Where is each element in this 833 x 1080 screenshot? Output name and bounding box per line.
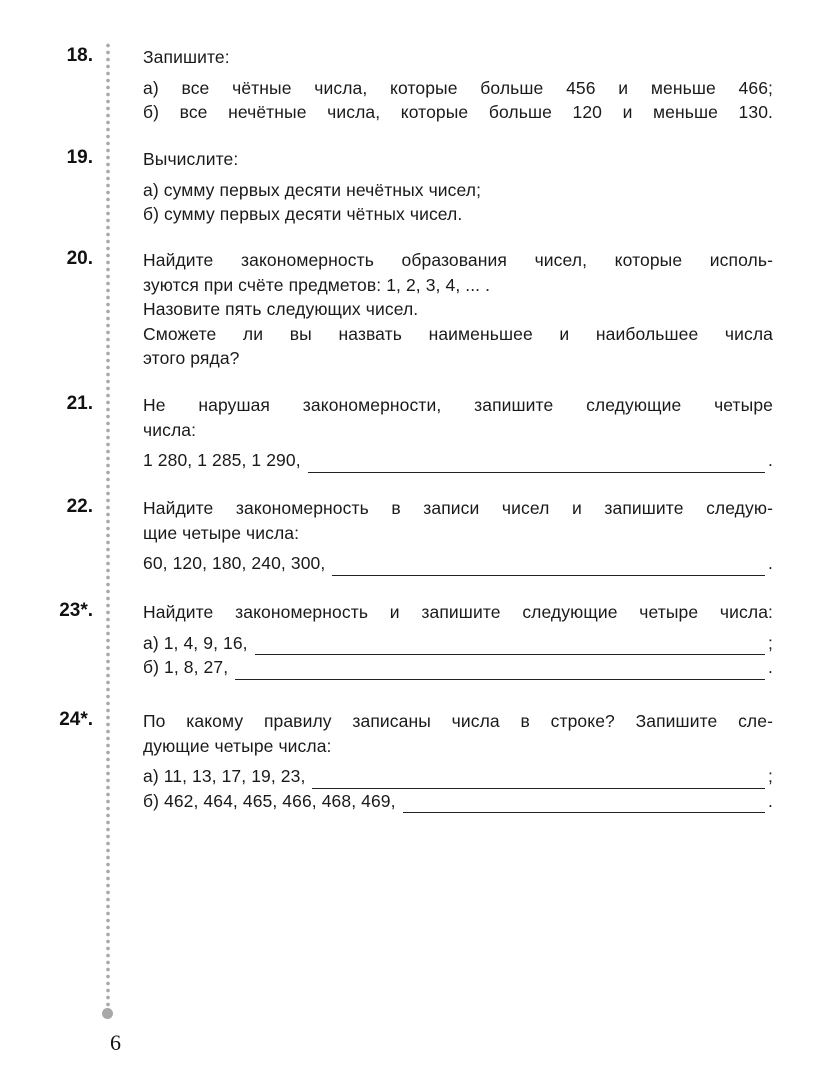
task-line: зуются при счёте предметов: 1, 2, 3, 4, ... . <box>143 274 491 295</box>
task-line: а) все чётные числа, которые больше 456 и меньше 466; <box>143 77 773 98</box>
answer-end-mark: ; <box>768 766 773 786</box>
task-line: Сможете ли вы назвать наименьшее и наибольшее числа <box>143 323 773 344</box>
sequence-given: б) 1, 8, 27, <box>143 657 229 677</box>
task-number: 24*. <box>59 709 93 730</box>
dotted-margin-line <box>104 42 112 1012</box>
answer-end-mark: . <box>768 790 773 811</box>
task-line: б) все нечётные числа, которые больше 120 и меньше 130. <box>143 102 773 122</box>
sequence-given: а) 11, 13, 17, 19, 23, <box>143 766 306 786</box>
margin-line-end-dot <box>102 1008 113 1019</box>
answer-end-mark: ; <box>768 632 773 653</box>
task-line: дующие четыре числа: <box>143 735 332 756</box>
answer-end-mark: . <box>768 657 773 677</box>
answer-blank[interactable] <box>255 639 765 655</box>
task-line: этого ряда? <box>143 348 240 368</box>
task-line: щие четыре числа: <box>143 522 300 543</box>
answer-end-mark: . <box>768 450 773 470</box>
sequence-given: а) 1, 4, 9, 16, <box>143 632 248 653</box>
task-number: 18. <box>66 45 93 66</box>
sequence-given: 60, 120, 180, 240, 300, <box>143 553 326 573</box>
task-line: По какому правилу записаны числа в строке? Запишите сле- <box>143 711 773 731</box>
sequence-given: б) 462, 464, 465, 466, 468, 469, <box>143 790 396 811</box>
answer-row-a <box>143 631 773 656</box>
sequence-given: 1 280, 1 285, 1 290, <box>143 450 301 470</box>
task-line: б) сумму первых десяти чётных чисел. <box>143 204 463 224</box>
task-line: Найдите закономерность образования чисел, которые исполь- <box>143 250 773 270</box>
task-line: Не нарушая закономерности, запишите следующие четыре <box>143 395 773 415</box>
answer-end-mark: . <box>768 553 773 573</box>
answer-blank[interactable] <box>308 457 765 473</box>
answer-blank[interactable] <box>403 797 765 813</box>
task-number: 22. <box>66 496 93 517</box>
page-number: 6 <box>110 1030 121 1055</box>
task-line: числа: <box>143 419 197 440</box>
task-line: Назовите пять следующих чисел. <box>143 299 419 319</box>
answer-row-b <box>143 789 773 814</box>
answer-blank[interactable] <box>235 664 765 680</box>
task-number: 20. <box>66 248 93 269</box>
answer-row <box>143 448 773 473</box>
answer-blank[interactable] <box>332 560 765 576</box>
task-line: а) сумму первых десяти нечётных чисел; <box>143 179 482 200</box>
task-line: Найдите закономерность и запишите следующие четыре числа: <box>143 602 773 622</box>
task-number: 19. <box>66 147 93 168</box>
task-line: Найдите закономерность в записи чисел и запишите следую- <box>143 498 773 518</box>
task-prompt: Вычислите: <box>143 149 239 169</box>
answer-row-a <box>143 764 773 789</box>
task-number: 23*. <box>59 600 93 621</box>
answer-blank[interactable] <box>312 773 765 789</box>
answer-row <box>143 551 773 576</box>
task-prompt: Запишите: <box>143 47 230 67</box>
task-number: 21. <box>66 393 93 414</box>
answer-row-b <box>143 655 773 680</box>
